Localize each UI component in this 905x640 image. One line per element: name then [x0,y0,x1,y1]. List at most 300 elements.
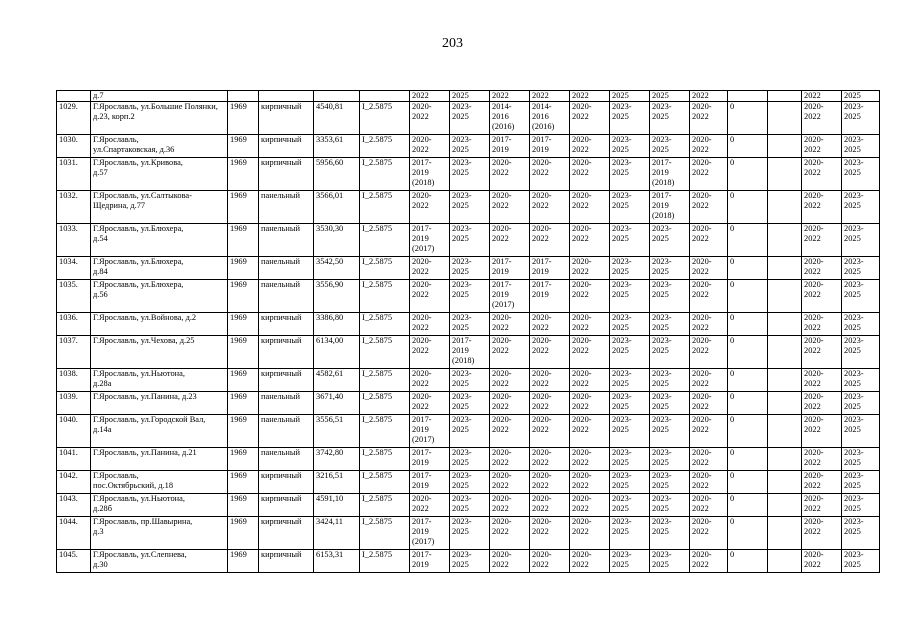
period-4-cell: 2020- 2022 [530,191,570,224]
flag-cell: 0 [728,280,768,313]
wall-material-cell: кирпичный [259,471,314,494]
period-5-cell: 2020- 2022 [570,517,610,550]
flag-cell: 0 [728,392,768,415]
period-1-cell: 2020- 2022 [410,280,450,313]
period-1-cell: 2017- 2019 (2018) [410,158,450,191]
period-3-cell: 2020- 2022 [490,392,530,415]
total-area-cell: 4540,81 [314,102,360,135]
year-built-cell: 1969 [228,224,259,257]
wall-material-cell: панельный [259,224,314,257]
total-area-cell: 3556,90 [314,280,360,313]
period-1-cell: 2020- 2022 [410,191,450,224]
row-number-cell: 1029. [57,102,91,135]
year-built-cell: 1969 [228,448,259,471]
table-row [57,102,880,135]
period-1-cell: 2020- 2022 [410,257,450,280]
period-2-cell: 2023- 2025 [450,135,490,158]
period-3-cell: 2020- 2022 [490,415,530,448]
period-10-cell: 2023- 2025 [842,257,880,280]
blank-cell [768,448,802,471]
period-7-cell: 2023- 2025 [650,313,690,336]
period-10-cell: 2023- 2025 [842,471,880,494]
blank-cell [768,471,802,494]
period-10-cell: 2023- 2025 [842,392,880,415]
year-built-cell: 1969 [228,392,259,415]
total-area-cell: 6134,00 [314,336,360,369]
period-4-cell: 2020- 2022 [530,392,570,415]
period-6-cell: 2023- 2025 [610,392,650,415]
period-2-cell: 2023- 2025 [450,471,490,494]
row-number-cell: 1045. [57,550,91,573]
table-row [57,415,880,448]
year-built-cell [228,91,259,102]
wall-material-cell: кирпичный [259,550,314,573]
period-5-cell: 2020- 2022 [570,158,610,191]
blank-cell [768,369,802,392]
period-2-cell: 2025 [450,91,490,102]
period-2-cell: 2023- 2025 [450,158,490,191]
period-6-cell: 2023- 2025 [610,517,650,550]
period-3-cell: 2020- 2022 [490,517,530,550]
period-10-cell: 2023- 2025 [842,158,880,191]
total-area-cell [314,91,360,102]
period-4-cell: 2020- 2022 [530,471,570,494]
flag-cell: 0 [728,102,768,135]
period-2-cell: 2023- 2025 [450,415,490,448]
blank-cell [768,336,802,369]
total-area-cell: 5956,60 [314,158,360,191]
period-10-cell: 2023- 2025 [842,415,880,448]
period-2-cell: 2023- 2025 [450,224,490,257]
wall-material-cell: панельный [259,415,314,448]
period-9-cell: 2020- 2022 [802,517,842,550]
address-cell: Г.Ярославль, ул.Слепнева, д.30 [91,550,228,573]
registry-body [57,91,880,573]
row-number-cell: 1043. [57,494,91,517]
code-cell: I_2.5875 [360,313,410,336]
wall-material-cell: панельный [259,257,314,280]
period-3-cell: 2020- 2022 [490,224,530,257]
period-10-cell: 2023- 2025 [842,517,880,550]
year-built-cell: 1969 [228,313,259,336]
period-4-cell: 2017- 2019 [530,280,570,313]
flag-cell: 0 [728,336,768,369]
period-4-cell: 2017- 2019 [530,135,570,158]
code-cell: I_2.5875 [360,102,410,135]
blank-cell [768,158,802,191]
period-2-cell: 2023- 2025 [450,392,490,415]
period-9-cell: 2020- 2022 [802,224,842,257]
period-4-cell: 2020- 2022 [530,448,570,471]
period-6-cell: 2023- 2025 [610,158,650,191]
code-cell: I_2.5875 [360,224,410,257]
code-cell: I_2.5875 [360,415,410,448]
period-4-cell: 2017- 2019 [530,257,570,280]
period-5-cell: 2020- 2022 [570,336,610,369]
period-9-cell: 2020- 2022 [802,313,842,336]
period-7-cell: 2023- 2025 [650,135,690,158]
period-5-cell: 2020- 2022 [570,280,610,313]
period-1-cell: 2022 [410,91,450,102]
address-cell: Г.Ярославль, ул.Городской Вал, д.14а [91,415,228,448]
period-2-cell: 2023- 2025 [450,494,490,517]
period-8-cell: 2020- 2022 [690,369,728,392]
period-6-cell: 2023- 2025 [610,102,650,135]
row-number-cell: 1035. [57,280,91,313]
blank-cell [768,494,802,517]
total-area-cell: 3386,80 [314,313,360,336]
period-5-cell: 2020- 2022 [570,102,610,135]
period-8-cell: 2020- 2022 [690,313,728,336]
total-area-cell: 3542,50 [314,257,360,280]
period-7-cell: 2017- 2019 (2018) [650,158,690,191]
table-row [57,257,880,280]
period-7-cell: 2023- 2025 [650,415,690,448]
code-cell: I_2.5875 [360,191,410,224]
address-cell: Г.Ярославль, ул.Блюхера, д.56 [91,280,228,313]
period-3-cell: 2020- 2022 [490,494,530,517]
period-7-cell: 2017- 2019 (2018) [650,191,690,224]
wall-material-cell: панельный [259,392,314,415]
period-3-cell: 2022 [490,91,530,102]
year-built-cell: 1969 [228,191,259,224]
period-8-cell: 2020- 2022 [690,392,728,415]
year-built-cell: 1969 [228,336,259,369]
flag-cell: 0 [728,415,768,448]
address-cell: Г.Ярославль, ул.Панина, д.23 [91,392,228,415]
code-cell: I_2.5875 [360,369,410,392]
period-9-cell: 2020- 2022 [802,257,842,280]
period-8-cell: 2020- 2022 [690,102,728,135]
period-1-cell: 2017- 2019 (2017) [410,517,450,550]
period-5-cell: 2020- 2022 [570,369,610,392]
period-5-cell: 2020- 2022 [570,191,610,224]
row-number-cell: 1034. [57,257,91,280]
table-row [57,369,880,392]
period-9-cell: 2020- 2022 [802,191,842,224]
row-number-cell: 1037. [57,336,91,369]
period-10-cell: 2023- 2025 [842,102,880,135]
blank-cell [768,280,802,313]
period-6-cell: 2023- 2025 [610,415,650,448]
period-3-cell: 2020- 2022 [490,336,530,369]
period-8-cell: 2020- 2022 [690,224,728,257]
address-cell: Г.Ярославль, ул.Войнова, д.2 [91,313,228,336]
total-area-cell: 3216,51 [314,471,360,494]
code-cell: I_2.5875 [360,448,410,471]
period-2-cell: 2023- 2025 [450,257,490,280]
period-2-cell: 2023- 2025 [450,102,490,135]
row-number-cell: 1032. [57,191,91,224]
total-area-cell: 4591,10 [314,494,360,517]
period-1-cell: 2020- 2022 [410,102,450,135]
period-8-cell: 2020- 2022 [690,448,728,471]
period-5-cell: 2020- 2022 [570,135,610,158]
wall-material-cell: панельный [259,280,314,313]
period-7-cell: 2023- 2025 [650,257,690,280]
period-9-cell: 2020- 2022 [802,392,842,415]
period-1-cell: 2017- 2019 [410,448,450,471]
total-area-cell: 3742,80 [314,448,360,471]
wall-material-cell: панельный [259,191,314,224]
period-10-cell: 2023- 2025 [842,135,880,158]
flag-cell: 0 [728,494,768,517]
flag-cell: 0 [728,257,768,280]
period-8-cell: 2020- 2022 [690,336,728,369]
table-row [57,336,880,369]
flag-cell: 0 [728,313,768,336]
period-3-cell: 2017- 2019 [490,257,530,280]
flag-cell: 0 [728,191,768,224]
period-5-cell: 2020- 2022 [570,550,610,573]
period-4-cell: 2020- 2022 [530,494,570,517]
period-1-cell: 2017- 2019 (2017) [410,415,450,448]
table-row [57,280,880,313]
code-cell [360,91,410,102]
period-3-cell: 2020- 2022 [490,471,530,494]
address-cell: Г.Ярославль, пр.Шавырина, д.3 [91,517,228,550]
wall-material-cell: кирпичный [259,517,314,550]
blank-cell [768,415,802,448]
year-built-cell: 1969 [228,102,259,135]
period-5-cell: 2020- 2022 [570,415,610,448]
table-row [57,224,880,257]
period-9-cell: 2020- 2022 [802,415,842,448]
wall-material-cell: кирпичный [259,158,314,191]
period-8-cell: 2020- 2022 [690,135,728,158]
code-cell: I_2.5875 [360,494,410,517]
address-cell: Г.Ярославль, ул.Панина, д.21 [91,448,228,471]
row-number-cell [57,91,91,102]
wall-material-cell: кирпичный [259,102,314,135]
period-6-cell: 2023- 2025 [610,257,650,280]
table-row [57,448,880,471]
address-cell: Г.Ярославль, ул.Блюхера, д.54 [91,224,228,257]
period-1-cell: 2020- 2022 [410,494,450,517]
period-8-cell: 2022 [690,91,728,102]
period-10-cell: 2023- 2025 [842,550,880,573]
wall-material-cell: кирпичный [259,369,314,392]
row-number-cell: 1044. [57,517,91,550]
period-2-cell: 2023- 2025 [450,550,490,573]
code-cell: I_2.5875 [360,471,410,494]
address-cell: Г.Ярославль, пос.Октябрьский, д.18 [91,471,228,494]
blank-cell [768,392,802,415]
code-cell: I_2.5875 [360,336,410,369]
period-4-cell: 2020- 2022 [530,415,570,448]
flag-cell: 0 [728,448,768,471]
period-7-cell: 2023- 2025 [650,224,690,257]
table-row [57,550,880,573]
period-1-cell: 2020- 2022 [410,392,450,415]
address-cell: Г.Ярославль, ул.Ньютона, д.28а [91,369,228,392]
period-9-cell: 2020- 2022 [802,280,842,313]
period-1-cell: 2020- 2022 [410,135,450,158]
flag-cell: 0 [728,369,768,392]
period-3-cell: 2020- 2022 [490,158,530,191]
period-9-cell: 2020- 2022 [802,135,842,158]
period-4-cell: 2020- 2022 [530,158,570,191]
period-10-cell: 2023- 2025 [842,191,880,224]
period-1-cell: 2020- 2022 [410,369,450,392]
period-10-cell: 2023- 2025 [842,336,880,369]
period-3-cell: 2020- 2022 [490,313,530,336]
period-2-cell: 2023- 2025 [450,313,490,336]
period-8-cell: 2020- 2022 [690,471,728,494]
period-6-cell: 2025 [610,91,650,102]
period-10-cell: 2023- 2025 [842,313,880,336]
code-cell: I_2.5875 [360,257,410,280]
table-row [57,517,880,550]
period-1-cell: 2020- 2022 [410,336,450,369]
blank-cell [768,313,802,336]
period-5-cell: 2020- 2022 [570,313,610,336]
period-5-cell: 2020- 2022 [570,494,610,517]
period-7-cell: 2023- 2025 [650,280,690,313]
table-row [57,91,880,102]
code-cell: I_2.5875 [360,550,410,573]
address-cell: Г.Ярославль, ул.Чехова, д.25 [91,336,228,369]
year-built-cell: 1969 [228,415,259,448]
blank-cell [768,257,802,280]
period-9-cell: 2022 [802,91,842,102]
row-number-cell: 1033. [57,224,91,257]
wall-material-cell [259,91,314,102]
period-4-cell: 2020- 2022 [530,313,570,336]
blank-cell [768,224,802,257]
year-built-cell: 1969 [228,471,259,494]
period-5-cell: 2020- 2022 [570,257,610,280]
period-4-cell: 2020- 2022 [530,224,570,257]
table-row [57,158,880,191]
blank-cell [768,91,802,102]
period-1-cell: 2017- 2019 (2017) [410,224,450,257]
period-7-cell: 2025 [650,91,690,102]
period-2-cell: 2017- 2019 (2018) [450,336,490,369]
row-number-cell: 1038. [57,369,91,392]
period-6-cell: 2023- 2025 [610,471,650,494]
wall-material-cell: кирпичный [259,494,314,517]
wall-material-cell: кирпичный [259,336,314,369]
address-cell: д.7 [91,91,228,102]
period-6-cell: 2023- 2025 [610,369,650,392]
total-area-cell: 3530,30 [314,224,360,257]
period-6-cell: 2023- 2025 [610,313,650,336]
period-4-cell: 2020- 2022 [530,550,570,573]
year-built-cell: 1969 [228,369,259,392]
code-cell: I_2.5875 [360,392,410,415]
row-number-cell: 1030. [57,135,91,158]
period-7-cell: 2023- 2025 [650,102,690,135]
blank-cell [768,517,802,550]
address-cell: Г.Ярославль, ул.Ньютона, д.28б [91,494,228,517]
period-9-cell: 2020- 2022 [802,336,842,369]
year-built-cell: 1969 [228,494,259,517]
period-6-cell: 2023- 2025 [610,135,650,158]
table-row [57,313,880,336]
blank-cell [768,102,802,135]
flag-cell: 0 [728,224,768,257]
period-5-cell: 2020- 2022 [570,392,610,415]
period-3-cell: 2014- 2016 (2016) [490,102,530,135]
address-cell: Г.Ярославль, ул.Большие Полянки, д.23, корп.2 [91,102,228,135]
period-8-cell: 2020- 2022 [690,415,728,448]
page-number: 203 [442,36,463,51]
year-built-cell: 1969 [228,517,259,550]
period-5-cell: 2022 [570,91,610,102]
code-cell: I_2.5875 [360,158,410,191]
period-4-cell: 2020- 2022 [530,336,570,369]
period-5-cell: 2020- 2022 [570,224,610,257]
period-1-cell: 2017- 2019 [410,471,450,494]
period-3-cell: 2020- 2022 [490,191,530,224]
row-number-cell: 1041. [57,448,91,471]
period-9-cell: 2020- 2022 [802,369,842,392]
period-5-cell: 2020- 2022 [570,471,610,494]
period-9-cell: 2020- 2022 [802,158,842,191]
period-6-cell: 2023- 2025 [610,191,650,224]
period-9-cell: 2020- 2022 [802,550,842,573]
period-7-cell: 2023- 2025 [650,392,690,415]
table-row [57,392,880,415]
period-6-cell: 2023- 2025 [610,448,650,471]
period-10-cell: 2023- 2025 [842,448,880,471]
flag-cell: 0 [728,550,768,573]
total-area-cell: 3424,11 [314,517,360,550]
period-10-cell: 2023- 2025 [842,280,880,313]
blank-cell [768,135,802,158]
flag-cell [728,91,768,102]
housing-registry-table [56,90,880,573]
address-cell: Г.Ярославль, ул.Спартаковская, д.36 [91,135,228,158]
address-cell: Г.Ярославль, ул.Блюхера, д.84 [91,257,228,280]
period-6-cell: 2023- 2025 [610,336,650,369]
period-4-cell: 2022 [530,91,570,102]
wall-material-cell: кирпичный [259,313,314,336]
row-number-cell: 1040. [57,415,91,448]
period-7-cell: 2023- 2025 [650,517,690,550]
row-number-cell: 1039. [57,392,91,415]
blank-cell [768,550,802,573]
period-3-cell: 2017- 2019 [490,135,530,158]
period-2-cell: 2023- 2025 [450,517,490,550]
code-cell: I_2.5875 [360,517,410,550]
period-2-cell: 2023- 2025 [450,369,490,392]
total-area-cell: 3353,61 [314,135,360,158]
period-10-cell: 2023- 2025 [842,369,880,392]
wall-material-cell: кирпичный [259,135,314,158]
code-cell: I_2.5875 [360,280,410,313]
period-8-cell: 2020- 2022 [690,191,728,224]
period-7-cell: 2023- 2025 [650,369,690,392]
period-7-cell: 2023- 2025 [650,448,690,471]
period-6-cell: 2023- 2025 [610,224,650,257]
total-area-cell: 6153,31 [314,550,360,573]
row-number-cell: 1036. [57,313,91,336]
flag-cell: 0 [728,158,768,191]
flag-cell: 0 [728,517,768,550]
total-area-cell: 3566,01 [314,191,360,224]
table-row [57,135,880,158]
period-8-cell: 2020- 2022 [690,494,728,517]
table-row [57,191,880,224]
code-cell: I_2.5875 [360,135,410,158]
period-4-cell: 2020- 2022 [530,369,570,392]
period-7-cell: 2023- 2025 [650,494,690,517]
period-3-cell: 2020- 2022 [490,448,530,471]
year-built-cell: 1969 [228,550,259,573]
table-row [57,494,880,517]
